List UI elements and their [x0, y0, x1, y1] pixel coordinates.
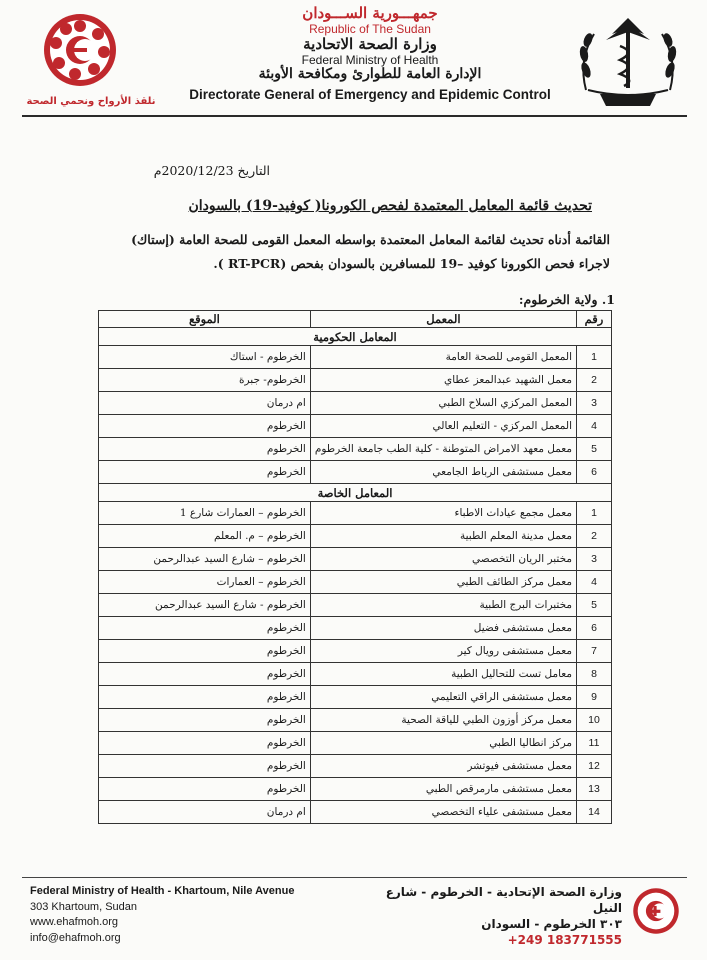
lab-name: معمل مستشفى الرباط الجامعي [310, 461, 576, 484]
table-row [99, 755, 612, 778]
header-republic-en: Republic of The Sudan [309, 22, 431, 36]
lab-name: معمل الشهيد عبدالمعز عطاي [310, 369, 576, 392]
lab-name: معمل مستشفى فضيل [310, 617, 576, 640]
lab-location: الخرطوم [99, 415, 311, 438]
table-row [99, 571, 612, 594]
lab-name: مختبر الريان التخصصي [310, 548, 576, 571]
lab-location: الخرطوم [99, 732, 311, 755]
col-header-number: رقم [577, 311, 612, 328]
col-header-location: الموقع [99, 311, 311, 328]
lab-name: معمل مركز أوزون الطبي للياقة الصحية [310, 709, 576, 732]
section-private-label: المعامل الخاصة [99, 484, 612, 502]
table-row [99, 732, 612, 755]
lab-name: معمل مستشفى فيوتشر [310, 755, 576, 778]
lab-location: الخرطوم [99, 640, 311, 663]
table-row [99, 778, 612, 801]
row-number: 8 [577, 663, 612, 686]
table-row [99, 801, 612, 824]
header-directorate-ar: الإدارة العامة للطوارئ ومكافحة الأوبئة [258, 66, 482, 82]
table-row [99, 502, 612, 525]
lab-location: الخرطوم - استاك [99, 346, 311, 369]
row-number: 3 [577, 392, 612, 415]
row-number: 4 [577, 571, 612, 594]
table-row [99, 663, 612, 686]
labs-table [98, 310, 612, 824]
row-number: 7 [577, 640, 612, 663]
lab-location: الخرطوم [99, 617, 311, 640]
row-number: 3 [577, 548, 612, 571]
lab-name: المعمل المركزي السلاح الطبي [310, 392, 576, 415]
lab-location: الخرطوم – شارع السيد عبدالرحمن [99, 548, 311, 571]
intro-line-1: القائمة أدناه تحديث لقائمة المعامل المعتمدة بواسطه المعمل القومى للصحة العامة (إستاك) [131, 232, 610, 247]
lab-name: معمل مستشفى الراقي التعليمي [310, 686, 576, 709]
table-row [99, 709, 612, 732]
footer-en-line-2: 303 Khartoum, Sudan [30, 900, 138, 913]
lab-name: معمل معهد الامراض المتوطنة - كلية الطب جامعة الخرطوم [310, 438, 576, 461]
lab-name: معمل مدينة المعلم الطبية [310, 525, 576, 548]
labs-table-body [99, 328, 612, 824]
section-government-label: المعامل الحكومية [99, 328, 612, 346]
lab-name: المعمل المركزي - التعليم العالي [310, 415, 576, 438]
footer-address-ar [360, 884, 622, 948]
lab-name: معمل مستشفى مارمرقص الطبي [310, 778, 576, 801]
table-row [99, 415, 612, 438]
footer-email: info@ehafmoh.org [30, 931, 121, 944]
col-header-lab: المعمل [310, 311, 576, 328]
table-row [99, 594, 612, 617]
table-row [99, 686, 612, 709]
table-row [99, 438, 612, 461]
lab-location: الخرطوم – العمارات شارع 1 [99, 502, 311, 525]
document-title: تحديث قائمة المعامل المعتمدة لفحص الكورونا( كوفيد-19) بالسودان [188, 198, 592, 214]
lab-location: الخرطوم [99, 461, 311, 484]
row-number: 6 [577, 461, 612, 484]
section-government [99, 328, 612, 346]
footer-ar-line-2: ٣٠٣ الخرطوم - السودان [481, 917, 622, 931]
lab-name: مركز انطاليا الطبي [310, 732, 576, 755]
table-header-row [99, 311, 612, 328]
footer-logo-icon [632, 887, 680, 935]
footer-phone: +249 183771555 [507, 933, 622, 947]
row-number: 2 [577, 369, 612, 392]
row-number: 12 [577, 755, 612, 778]
directorate-slogan: نلقذ الأرواح ونحمي الصحة [26, 96, 156, 107]
row-number: 13 [577, 778, 612, 801]
footer-en-line-1: Federal Ministry of Health - Khartoum, Nile Avenue [30, 885, 295, 897]
table-row [99, 392, 612, 415]
table-row [99, 640, 612, 663]
footer-ar-line-1: وزارة الصحة الإتحادية - الخرطوم - شارع النيل [385, 885, 622, 915]
lab-location: الخرطوم [99, 686, 311, 709]
intro-line-2: لاجراء فحص الكورونا كوفيد –19 للمسافرين بالسودان بفحص (RT-PCR ). [213, 256, 610, 271]
table-row [99, 548, 612, 571]
lab-location: الخرطوم [99, 438, 311, 461]
header-directorate-en: Directorate General of Emergency and Epidemic Control [189, 87, 551, 102]
row-number: 6 [577, 617, 612, 640]
lab-name: معمل مجمع عيادات الاطباء [310, 502, 576, 525]
lab-location: الخرطوم - شارع السيد عبدالرحمن [99, 594, 311, 617]
lab-name: المعمل القومى للصحة العامة [310, 346, 576, 369]
section-private [99, 484, 612, 502]
lab-location: الخرطوم- جبرة [99, 369, 311, 392]
lab-name: معمل مستشفى علياء التخصصي [310, 801, 576, 824]
header-republic-ar: جمهـــورية الســـودان [302, 4, 438, 22]
row-number: 4 [577, 415, 612, 438]
row-number: 10 [577, 709, 612, 732]
row-number: 1 [577, 502, 612, 525]
lab-location: الخرطوم [99, 755, 311, 778]
header-ministry-en: Federal Ministry of Health [301, 53, 439, 67]
table-row [99, 461, 612, 484]
footer-address-en [30, 884, 330, 946]
row-number: 14 [577, 801, 612, 824]
table-row [99, 525, 612, 548]
row-number: 5 [577, 438, 612, 461]
table-row [99, 617, 612, 640]
lab-name: مختبرات البرج الطبية [310, 594, 576, 617]
lab-name: معمل مركز الطائف الطبي [310, 571, 576, 594]
row-number: 11 [577, 732, 612, 755]
lab-location: الخرطوم [99, 778, 311, 801]
lab-location: الخرطوم – العمارات [99, 571, 311, 594]
table-row [99, 369, 612, 392]
lab-location: الخرطوم [99, 709, 311, 732]
lab-location: الخرطوم [99, 663, 311, 686]
directorate-logo-icon [42, 12, 118, 88]
header-divider [22, 115, 687, 117]
footer-website: www.ehafmoh.org [30, 916, 119, 928]
lab-name: معامل تست للتحاليل الطبية [310, 663, 576, 686]
footer-divider [22, 877, 687, 878]
lab-location: الخرطوم – م. المعلم [99, 525, 311, 548]
lab-name: معمل مستشفى رويال كير [310, 640, 576, 663]
lab-location: ام درمان [99, 392, 311, 415]
state-heading: 1. ولاية الخرطوم: [518, 292, 615, 307]
table-row [99, 346, 612, 369]
lab-location: ام درمان [99, 801, 311, 824]
row-number: 1 [577, 346, 612, 369]
row-number: 9 [577, 686, 612, 709]
document-date: التاريخ 2020/12/23م [153, 163, 270, 178]
row-number: 5 [577, 594, 612, 617]
header-ministry-ar: وزارة الصحة الاتحادية [303, 35, 437, 53]
ministry-emblem-icon [572, 10, 684, 110]
row-number: 2 [577, 525, 612, 548]
